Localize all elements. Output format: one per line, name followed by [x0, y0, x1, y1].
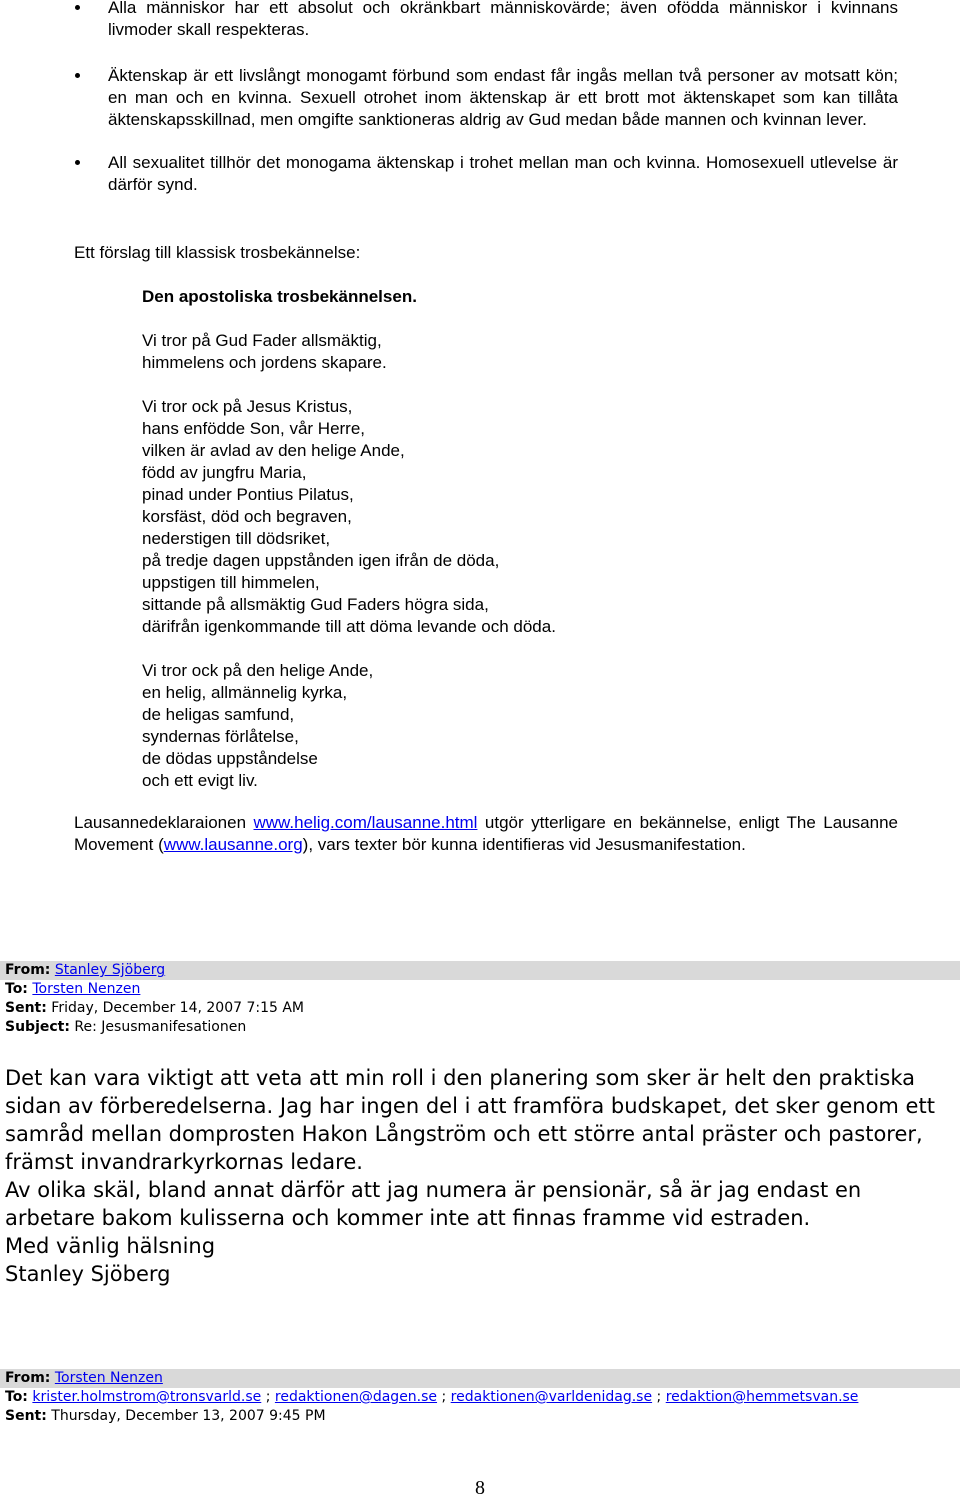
creed-line: därifrån igenkommande till att döma levande och döda. [142, 617, 556, 636]
from-link[interactable]: Stanley Sjöberg [54, 962, 166, 978]
creed-line: och ett evigt liv. [142, 771, 258, 790]
creed-line: sittande på allsmäktig Gud Faders högra sida, [142, 595, 489, 614]
bullet-text: All sexualitet tillhör det monogama äktenskap i trohet mellan man och kvinna. Homosexuell utlevelse är därför synd. [108, 153, 898, 194]
creed-line: nederstigen till dödsriket, [142, 529, 331, 548]
creed-stanza [142, 660, 902, 792]
lausanne-text: utgör ytterligare en bekännelse, enligt The Lausanne Movement ( [74, 813, 898, 854]
creed-line: korsfäst, död och begraven, [142, 507, 352, 526]
bullet-text: Äktenskap är ett livslångt monogamt förbund som endast får ingås mellan två personer av motsatt kön; en man och en kvinna. Sexuell otrohet inom äktenskap är ett brott mot äktenskapet som kan tillåta äktenskapsskillnad, men omgifte sanktioneras aldrig av Gud medan både mannen och kvinnan lever. [108, 66, 898, 129]
sent-label: Sent: [5, 1408, 47, 1424]
lausanne-text: Lausannedeklaraionen [74, 813, 254, 832]
creed-line: himmelens och jordens skapare. [142, 353, 387, 372]
to-label: To: [5, 981, 28, 997]
to-row [0, 980, 960, 999]
creed-line: pinad under Pontius Pilatus, [142, 485, 354, 504]
bullet-icon [75, 160, 80, 165]
recipient-link[interactable]: redaktion@hemmetsvan.se [665, 1389, 859, 1405]
creed [142, 286, 902, 814]
subject-label: Subject: [5, 1019, 70, 1035]
to-label: To: [5, 1389, 28, 1405]
recipient-separator: ; [261, 1389, 275, 1405]
creed-line: Vi tror på Gud Fader allsmäktig, [142, 331, 382, 350]
list-item [74, 0, 898, 41]
recipient-link[interactable]: redaktionen@dagen.se [274, 1389, 438, 1405]
to-row [0, 1388, 960, 1407]
page-number: 8 [475, 1477, 485, 1499]
bullet-icon [75, 5, 80, 10]
creed-line: Vi tror ock på den helige Ande, [142, 661, 374, 680]
subject-value: Re: Jesusmanifesationen [74, 1019, 247, 1035]
bullet-list [74, 0, 898, 196]
recipient-link[interactable]: redaktionen@varldenidag.se [450, 1389, 653, 1405]
sent-row [0, 1407, 960, 1426]
creed-line: de heligas samfund, [142, 705, 295, 724]
message-signature: Stanley Sjöberg [5, 1262, 171, 1286]
lausanne-declaration-link[interactable]: www.helig.com/lausanne.html [253, 813, 478, 832]
creed-stanza [142, 396, 902, 638]
creed-line: vilken är avlad av den helige Ande, [142, 441, 405, 460]
sent-label: Sent: [5, 1000, 47, 1016]
message-paragraph: Det kan vara viktigt att veta att min roll i den planering som sker är helt den praktiska sidan av förberedelserna. Jag har ingen del i att framföra budskapet, det sker genom ett samråd mellan domprosten Hakon Långström och ett större antal präster och pastorer, främst invandrarkyrkornas ledare. [5, 1066, 935, 1174]
creed-line: de dödas uppståndelse [142, 749, 318, 768]
from-row [0, 1369, 960, 1388]
list-item [74, 152, 898, 196]
email-body [5, 1064, 955, 1288]
sent-row [0, 999, 960, 1018]
lausanne-text: ), vars texter bör kunna identifieras vid Jesusmanifestation. [302, 835, 746, 854]
sent-value: Thursday, December 13, 2007 9:45 PM [51, 1408, 326, 1424]
creed-intro: Ett förslag till klassisk trosbekännelse: [74, 243, 361, 262]
email-header [0, 961, 960, 1037]
recipient-separator: ; [437, 1389, 451, 1405]
creed-line: Vi tror ock på Jesus Kristus, [142, 397, 353, 416]
from-row [0, 961, 960, 980]
list-item [74, 65, 898, 131]
recipient-link[interactable]: krister.holmstrom@tronsvarld.se [32, 1389, 262, 1405]
from-label: From: [5, 962, 51, 978]
creed-line: en helig, allmännelig kyrka, [142, 683, 348, 702]
creed-title: Den apostoliska trosbekännelsen. [142, 287, 417, 306]
from-label: From: [5, 1370, 51, 1386]
creed-stanza [142, 330, 902, 374]
from-link[interactable]: Torsten Nenzen [54, 1370, 163, 1386]
recipient-separator: ; [652, 1389, 666, 1405]
lausanne-paragraph [74, 812, 898, 856]
message-closing: Med vänlig hälsning [5, 1234, 216, 1258]
bullet-icon [75, 73, 80, 78]
message-paragraph: Av olika skäl, bland annat därför att jag numera är pensionär, så är jag endast en arbetare bakom kulisserna och kommer inte att finnas framme vid estraden. [5, 1178, 862, 1230]
email-header [0, 1369, 960, 1426]
creed-line: hans enfödde Son, vår Herre, [142, 419, 366, 438]
subject-row [0, 1018, 960, 1037]
creed-line: uppstigen till himmelen, [142, 573, 320, 592]
creed-line: född av jungfru Maria, [142, 463, 307, 482]
lausanne-movement-link[interactable]: www.lausanne.org [163, 835, 303, 854]
to-link[interactable]: Torsten Nenzen [32, 981, 141, 997]
creed-line: syndernas förlåtelse, [142, 727, 299, 746]
sent-value: Friday, December 14, 2007 7:15 AM [51, 1000, 305, 1016]
creed-line: på tredje dagen uppstånden igen ifrån de döda, [142, 551, 500, 570]
bullet-text: Alla människor har ett absolut och okränkbart människovärde; även ofödda människor i kvinnans livmoder skall respekteras. [108, 0, 898, 39]
